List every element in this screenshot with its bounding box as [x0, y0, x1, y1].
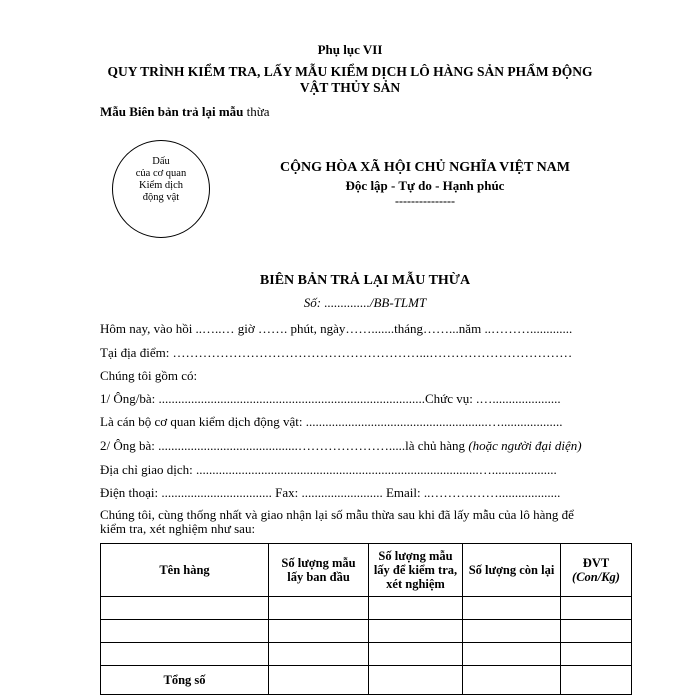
- table-total-row: [101, 666, 632, 695]
- address-line: Địa chỉ giao dịch: .......................................................................................…....................: [100, 462, 557, 477]
- agreement-line-1: Chúng tôi, cùng thống nhất và giao nhận lại số mẫu thừa sau khi đã lấy mẫu của lô hàng để: [100, 507, 574, 522]
- table-cell[interactable]: [101, 620, 269, 643]
- header-remaining-quantity: Số lượng còn lại: [463, 544, 561, 597]
- date-line: Hôm nay, vào hồi ..…..… giờ ……. phút, ngày…….......tháng……...năm ..……….............: [100, 321, 573, 336]
- table-cell[interactable]: [463, 620, 561, 643]
- table-cell[interactable]: [269, 666, 369, 695]
- table-row: [101, 643, 632, 666]
- motto-rule: ---------------: [395, 194, 455, 208]
- contact-line: Điện thoại: .................................. Fax: ......................... Email: ..……….……...................: [100, 485, 561, 500]
- form-name: [100, 104, 270, 120]
- header-initial-quantity: [269, 544, 369, 597]
- table-cell[interactable]: [463, 597, 561, 620]
- table-cell[interactable]: [561, 666, 632, 695]
- table-cell[interactable]: [463, 666, 561, 695]
- procedure-title-line-1: QUY TRÌNH KIỂM TRA, LẤY MẪU KIỂM DỊCH LÔ HÀNG SẢN PHẨM ĐỘNG: [107, 64, 593, 79]
- stamp-line-1: Dấu: [152, 156, 170, 167]
- table-cell[interactable]: [369, 643, 463, 666]
- returned-samples-table: [100, 543, 632, 695]
- table-cell[interactable]: [561, 597, 632, 620]
- person-2-note: (hoặc người đại diện): [468, 438, 582, 453]
- procedure-title-line-2: VẬT THỦY SẢN: [299, 80, 401, 95]
- place-line: Tại địa điểm: …………………………………………………...……………………………: [100, 345, 573, 360]
- national-motto: Độc lập - Tự do - Hạnh phúc: [345, 178, 505, 193]
- table-cell[interactable]: [561, 643, 632, 666]
- header-tested-line-2: lấy để kiểm tra,: [373, 563, 458, 577]
- document-title: BIÊN BẢN TRẢ LẠI MẪU THỪA: [259, 273, 471, 288]
- nation-name: CỘNG HÒA XÃ HỘI CHỦ NGHĨA VIỆT NAM: [279, 160, 570, 175]
- agency-stamp: [112, 140, 210, 238]
- header-unit: [561, 544, 632, 597]
- table-cell[interactable]: [369, 620, 463, 643]
- total-label: Tổng số: [101, 666, 269, 695]
- document-number: Số: ............../BB-TLMT: [303, 295, 427, 310]
- stamp-line-4: động vật: [142, 192, 180, 203]
- table-cell[interactable]: [561, 620, 632, 643]
- table-cell[interactable]: [101, 643, 269, 666]
- form-name-rest: thừa: [243, 104, 270, 119]
- table-cell[interactable]: [269, 620, 369, 643]
- header-tested-line-3: xét nghiệm: [386, 577, 445, 591]
- stamp-line-2: của cơ quan: [135, 168, 187, 179]
- stamp-text: [113, 156, 209, 204]
- table-cell[interactable]: [101, 597, 269, 620]
- header-initial-line-2: lấy ban đầu: [287, 570, 350, 584]
- table-cell[interactable]: [269, 597, 369, 620]
- attendees-heading: Chúng tôi gồm có:: [100, 368, 198, 383]
- person-2-text: 2/ Ông bà: ...........................................………………….....là chủ hàng: [100, 438, 469, 453]
- person-1-role-line: Là cán bộ cơ quan kiểm dịch động vật: ........................................................…...................: [100, 414, 563, 429]
- table-header-row: [101, 544, 632, 597]
- table-cell[interactable]: [369, 666, 463, 695]
- header-tested-line-1: Số lượng mẫu: [378, 549, 453, 563]
- table-row: [101, 597, 632, 620]
- form-name-bold: Mẫu Biên bản trả lại mẫu: [100, 104, 244, 119]
- agreement-line-2: kiểm tra, xét nghiệm như sau:: [100, 521, 256, 536]
- header-unit-sub: (Con/Kg): [572, 570, 620, 584]
- table-cell[interactable]: [369, 597, 463, 620]
- header-initial-line-1: Số lượng mẫu: [281, 556, 356, 570]
- stamp-line-3: Kiểm dịch: [138, 180, 184, 191]
- header-unit-label: ĐVT: [582, 556, 610, 570]
- table-row: [101, 620, 632, 643]
- header-tested-quantity: [369, 544, 463, 597]
- person-1-line: 1/ Ông/bà: ..................................................................................Chức vụ: .….....................: [100, 391, 561, 406]
- person-2-line: [100, 438, 582, 454]
- header-goods-name: Tên hàng: [101, 544, 269, 597]
- table-cell[interactable]: [463, 643, 561, 666]
- table-cell[interactable]: [269, 643, 369, 666]
- appendix-label: Phụ lục VII: [317, 42, 383, 57]
